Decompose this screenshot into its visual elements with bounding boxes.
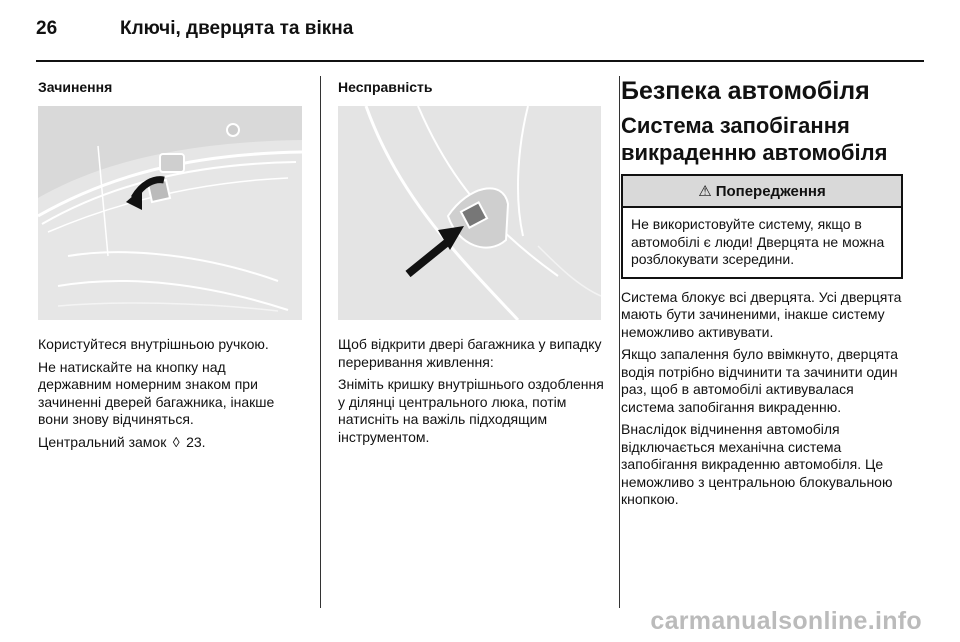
malfunction-paragraph: Щоб відкрити двері багажника у випадку переривання живлення: [338,336,602,370]
page-number: 26 [36,18,58,39]
column-divider [619,76,620,608]
malfunction-paragraph: Зніміть кришку внутрішнього оздоблення у ділянці центрального люка, потім натисніть на важіль підходящим інструментом. [338,376,604,445]
closing-heading: Зачинення [38,79,113,95]
warning-triangle-icon: ⚠ [698,183,712,200]
warning-header [623,176,901,208]
closing-reference [38,434,303,452]
column-divider [320,76,321,608]
malfunction-heading: Несправність [338,79,433,95]
closing-paragraph: Не натискайте на кнопку над державним номерним знаком при зачиненні дверей багажника, інакше вони знову відчиняться. [38,358,275,427]
column-malfunction [338,78,606,451]
security-paragraph: Внаслідок відчинення автомобіля відключається механічна система запобігання викраденню автомобіля. Це неможливо з центральною блокувальною кнопкою. [621,421,893,507]
closing-paragraph: Користуйтеся внутрішньою ручкою. [38,336,269,352]
emergency-lever-illustration [338,106,601,320]
page-header [36,18,926,44]
section-title: Безпека автомобіля [621,77,870,105]
tailgate-handle-illustration [38,106,302,320]
watermark: carmanualsonline.info [650,607,922,635]
reference-text: Центральний замок [38,433,167,450]
header-rule [36,60,924,62]
chapter-title: Ключі, дверцята та вікна [120,18,354,39]
reference-arrow-icon: ◊ [172,433,180,450]
warning-text: Не використовуйте систему, якщо в автомобілі є люди! Дверцята не можна розблокувати зсередини. [631,216,885,267]
reference-page: 23. [186,433,206,450]
warning-title: Попередження [715,182,826,200]
subsection-title: Система запобігання викраденню автомобіля [621,113,888,165]
security-paragraph: Якщо запалення було ввімкнуто, дверцята водія потрібно відчинити та зачинити один раз, щоб в автомобілі активувалася система запобігання викраденню. [621,346,899,415]
warning-box [621,174,903,279]
column-closing [38,78,303,456]
column-vehicle-security [621,78,903,514]
security-paragraph: Система блокує всі дверцята. Усі дверцята мають бути зачиненими, інакше систему неможливо активувати. [621,288,902,340]
